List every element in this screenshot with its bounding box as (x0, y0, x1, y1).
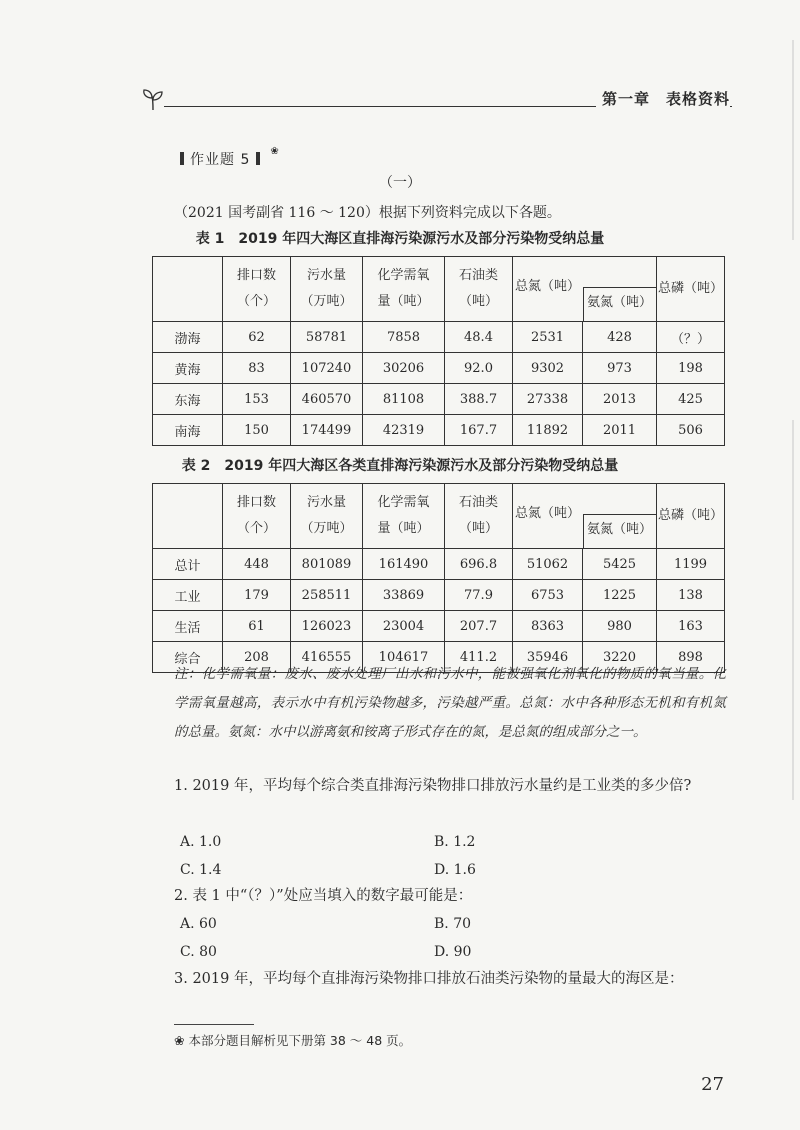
question-3: 3. 2019 年，平均每个直排海污染物排口排放石油类污染物的量最大的海区是： (174, 971, 684, 987)
col-total-phosphorus: 总磷（吨） (657, 257, 725, 322)
table-row (153, 322, 725, 353)
tn-label: 总氮（吨） (514, 506, 580, 521)
page-header (140, 84, 730, 116)
table-cell: 8363 (513, 611, 583, 642)
bracket-right (256, 152, 260, 165)
table-cell: 416555 (291, 642, 363, 673)
sprout-icon (140, 86, 166, 112)
row-label: 渤海 (153, 322, 223, 353)
table-cell: 208 (223, 642, 291, 673)
table2-caption: 表 2 2019 年四大海区各类直排海污染源污水及部分污染物受纳总量 (181, 458, 619, 474)
table-cell: 9302 (513, 353, 583, 384)
table-cell: 1225 (583, 580, 657, 611)
page-number: 27 (701, 1074, 724, 1095)
question-1: 1. 2019 年，平均每个综合类直排海污染物排口排放污水量约是工业类的多少倍? (174, 778, 692, 794)
table-cell: 2531 (513, 322, 583, 353)
col-ammonia: 氨氮（吨） (586, 295, 652, 310)
q2-option-c: C. 80 (180, 944, 217, 960)
table-cell: 77.9 (445, 580, 513, 611)
table-cell: 6753 (513, 580, 583, 611)
table-cell: 3220 (583, 642, 657, 673)
table-cell: 425 (657, 384, 725, 415)
table-cell: 104617 (363, 642, 445, 673)
table-cell: 51062 (513, 549, 583, 580)
row-label: 南海 (153, 415, 223, 446)
scan-edge-shadow (792, 40, 794, 240)
table-cell: 138 (657, 580, 725, 611)
col-ammonia: 氨氮（吨） (586, 522, 652, 537)
section-label: （一） (379, 175, 421, 191)
row-label: 东海 (153, 384, 223, 415)
table2-corner (153, 484, 223, 549)
table-cell: 83 (223, 353, 291, 384)
table-cell: 980 (583, 611, 657, 642)
footnote-marker-icon: ❀ (174, 1033, 189, 1048)
table-cell: 62 (223, 322, 291, 353)
table-cell: 81108 (363, 384, 445, 415)
table-cell: 153 (223, 384, 291, 415)
question-source: （2021 国考副省 116 ～ 120）根据下列资料完成以下各题。 (174, 205, 561, 221)
table-cell: 48.4 (445, 322, 513, 353)
table-cell: 801089 (291, 549, 363, 580)
table-cell: 207.7 (445, 611, 513, 642)
q2-option-d: D. 90 (434, 944, 472, 960)
table1 (152, 256, 725, 446)
col-oil: 石油类 （吨） (445, 257, 513, 322)
col-outlets: 排口数 （个） (223, 484, 291, 549)
ammonia-divider (583, 287, 656, 288)
ammonia-divider (583, 514, 656, 515)
col-sewage: 污水量 （万吨） (291, 257, 363, 322)
footnote-text: 本部分题目解析见下册第 38 ～ 48 页。 (188, 1033, 412, 1048)
footnote-marker-icon: ❀ (270, 146, 280, 157)
row-label: 黄海 (153, 353, 223, 384)
q1-option-a: A. 1.0 (180, 834, 222, 850)
table-cell: 107240 (291, 353, 363, 384)
table-cell: 258511 (291, 580, 363, 611)
table-cell: 92.0 (445, 353, 513, 384)
col-outlets: 排口数 （个） (223, 257, 291, 322)
table-cell: 506 (657, 415, 725, 446)
table-row (153, 611, 725, 642)
col-total-phosphorus: 总磷（吨） (657, 484, 725, 549)
question-2: 2. 表 1 中“（？）”处应当填入的数字最可能是： (174, 888, 473, 904)
table-cell: 35946 (513, 642, 583, 673)
table1-header-row (153, 257, 725, 322)
table-cell: 11892 (513, 415, 583, 446)
table-cell: 163 (657, 611, 725, 642)
q2-option-b: B. 70 (434, 916, 472, 932)
table-cell: 42319 (363, 415, 445, 446)
row-label: 总计 (153, 549, 223, 580)
table-cell: 198 (657, 353, 725, 384)
tn-label: 总氮（吨） (514, 279, 580, 294)
col-cod: 化学需氧 量（吨） (363, 484, 445, 549)
table-row (153, 580, 725, 611)
table-cell: （？） (657, 322, 725, 353)
table-cell: 27338 (513, 384, 583, 415)
q1-option-d: D. 1.6 (434, 862, 476, 878)
table-cell: 428 (583, 322, 657, 353)
table-cell: 5425 (583, 549, 657, 580)
table-row (153, 353, 725, 384)
table-cell: 23004 (363, 611, 445, 642)
table-cell: 460570 (291, 384, 363, 415)
table-cell: 61 (223, 611, 291, 642)
footnote (174, 1031, 411, 1049)
table-cell: 2011 (583, 415, 657, 446)
table-cell: 696.8 (445, 549, 513, 580)
table-cell: 174499 (291, 415, 363, 446)
table-cell: 167.7 (445, 415, 513, 446)
table-cell: 898 (657, 642, 725, 673)
scan-edge-shadow (792, 420, 794, 800)
table-cell: 150 (223, 415, 291, 446)
row-label: 工业 (153, 580, 223, 611)
table-cell: 126023 (291, 611, 363, 642)
col-total-nitrogen (513, 257, 657, 322)
table-cell: 1199 (657, 549, 725, 580)
footnote-rule (174, 1024, 254, 1025)
table-cell: 179 (223, 580, 291, 611)
table-cell: 973 (583, 353, 657, 384)
table2 (152, 483, 725, 673)
col-total-nitrogen (513, 484, 657, 549)
table-cell: 388.7 (445, 384, 513, 415)
table1-corner (153, 257, 223, 322)
chapter-title: 第一章 表格资料 (596, 88, 730, 109)
table-cell: 30206 (363, 353, 445, 384)
table-row (153, 549, 725, 580)
row-label: 综合 (153, 642, 223, 673)
exercise-title: 作业题 5 (190, 152, 251, 168)
table-cell: 58781 (291, 322, 363, 353)
table2-header-row (153, 484, 725, 549)
q1-option-b: B. 1.2 (434, 834, 476, 850)
table-cell: 448 (223, 549, 291, 580)
exercise-heading (174, 146, 280, 169)
col-oil: 石油类 （吨） (445, 484, 513, 549)
col-cod: 化学需氧 量（吨） (363, 257, 445, 322)
bracket-left (180, 152, 184, 165)
table1-caption: 表 1 2019 年四大海区直排海污染源污水及部分污染物受纳总量 (195, 231, 605, 247)
q2-option-a: A. 60 (180, 916, 217, 932)
q1-option-c: C. 1.4 (180, 862, 222, 878)
table-cell: 33869 (363, 580, 445, 611)
table-row (153, 415, 725, 446)
table-cell: 2013 (583, 384, 657, 415)
row-label: 生活 (153, 611, 223, 642)
col-sewage: 污水量 （万吨） (291, 484, 363, 549)
table-row (153, 384, 725, 415)
table-cell: 7858 (363, 322, 445, 353)
table-cell: 161490 (363, 549, 445, 580)
table-cell: 411.2 (445, 642, 513, 673)
table-note: 注：化学需氧量：废水、废水处理厂出水和污水中，能被强氧化剂氧化的物质的氧当量。化学需氧量越高，表示水中有机污染物越多，污染越严重。总氮：水中各种形态无机和有机氮的总量。氨氮：水中以游离氨和铵离子形式存在的氮，是总氮的组成部分之一。 (174, 666, 726, 740)
